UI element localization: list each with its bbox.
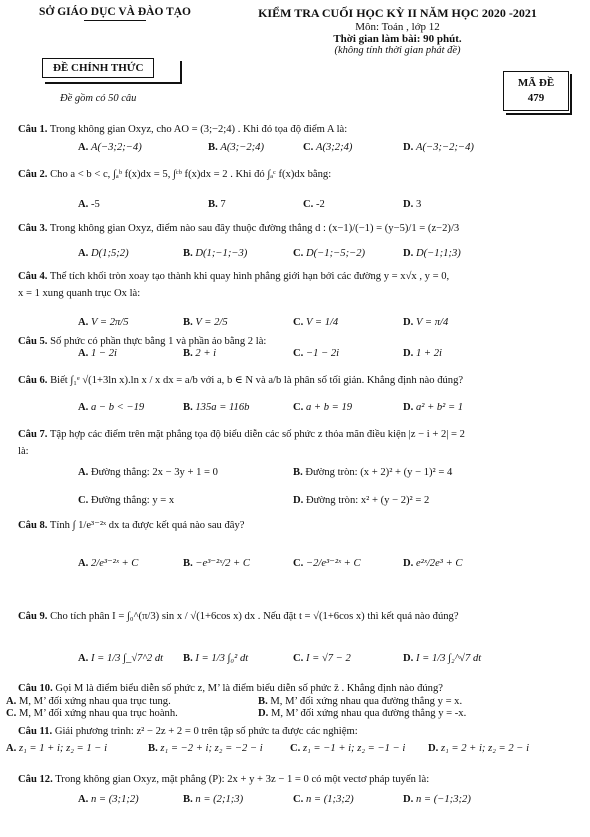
option-text: -5: [90, 199, 100, 210]
question-text: Trong không gian Oxyz, điểm nào sau đây thuộc đường thẳng d : (x−1)/(−1) = (y−5)/1 = (z−2)/3: [49, 223, 460, 234]
option-label: B.: [183, 558, 193, 569]
exam-code-box: [503, 71, 569, 111]
question-5: [18, 335, 578, 359]
question-text-continued: là:: [18, 446, 29, 457]
question-3: [18, 222, 578, 259]
question-7: [18, 428, 578, 506]
option-label: D.: [403, 653, 414, 664]
option-text: 135a = 116b: [195, 402, 250, 413]
question-11: [6, 725, 578, 754]
option-text: V = 1/4: [305, 317, 339, 328]
option-label: A.: [78, 653, 89, 664]
option-text: M, M’ đối xứng nhau qua trục hoành.: [18, 708, 178, 719]
option-text: -2: [315, 199, 325, 210]
question-label: Câu 8.: [18, 520, 48, 531]
option-text: D(1;5;2): [90, 248, 129, 259]
option-label: A.: [78, 402, 89, 413]
question-8: [18, 519, 578, 569]
option-text: I = √7 − 2: [305, 653, 351, 664]
option-label: B.: [183, 794, 193, 805]
option-label: B.: [208, 142, 218, 153]
option-label: B.: [208, 199, 218, 210]
option-label: D.: [403, 199, 414, 210]
question-label: Câu 6.: [18, 375, 48, 386]
question-2: [18, 168, 578, 210]
question-label: Câu 10.: [18, 683, 53, 694]
time-line: Thời gian làm bài: 90 phút.: [333, 33, 462, 45]
option-label: A.: [78, 199, 89, 210]
option-label: C.: [290, 743, 301, 754]
department-name: SỞ GIÁO DỤC VÀ ĐÀO TẠO: [39, 6, 191, 18]
option-text: 1 − 2i: [90, 348, 117, 359]
option-label: D.: [403, 348, 414, 359]
option-text: I = 1/3 ∫₂^√7 dt: [415, 653, 482, 664]
option-text: M, M’ đối xứng nhau qua trục tung.: [18, 696, 171, 707]
option-text: V = 2/5: [195, 317, 228, 328]
question-text: Biết ∫₁ᵉ √(1+3ln x).ln x / x dx = a/b với a, b ∈ N và a/b là phân số tối giản. Khẳng định nào đúng?: [50, 375, 464, 386]
option-text: Đường tròn: x² + (y − 2)² = 2: [305, 495, 430, 506]
option-label: D.: [403, 142, 414, 153]
question-label: Câu 3.: [18, 223, 48, 234]
question-text: Trong không gian Oxyz, cho AO = (3;−2;4) . Khi đó tọa độ điểm A là:: [49, 124, 348, 135]
question-count-note: Đề gồm có 50 câu: [60, 93, 137, 104]
option-text: Đường thẳng: y = x: [90, 495, 175, 506]
option-label: B.: [183, 348, 193, 359]
option-text: D(−1;−5;−2): [305, 248, 366, 259]
option-label: B.: [293, 467, 303, 478]
exam-code-value: 479: [527, 92, 545, 104]
option-text: D(−1;1;3): [415, 248, 461, 259]
option-text: n = (1;3;2): [305, 794, 354, 805]
option-text: −2/e³⁻²ˣ + C: [305, 558, 361, 569]
question-label: Câu 7.: [18, 429, 48, 440]
option-text: a + b = 19: [305, 402, 353, 413]
option-text: V = 2π/5: [90, 317, 129, 328]
option-label: B.: [148, 743, 158, 754]
question-12: [18, 773, 578, 805]
option-text: z₁ = −2 + i; z₂ = −2 − i: [160, 743, 263, 754]
option-label: D.: [428, 743, 439, 754]
question-10: [6, 682, 578, 719]
department-underline: [84, 20, 146, 21]
option-label: C.: [78, 495, 89, 506]
option-text: a² + b² = 1: [415, 402, 464, 413]
option-label: D.: [403, 794, 414, 805]
option-label: A.: [78, 794, 89, 805]
question-text: Cho a < b < c, ∫ₐᵇ f(x)dx = 5, ∫ᶜᵇ f(x)dx = 2 . Khi đó ∫ₐᶜ f(x)dx bằng:: [50, 169, 332, 180]
option-label: C.: [293, 558, 304, 569]
option-text: A(−3;−2;−4): [415, 142, 474, 153]
option-label: C.: [293, 248, 304, 259]
option-label: D.: [293, 495, 304, 506]
option-label: B.: [183, 248, 193, 259]
option-text: z₁ = −1 + i; z₂ = −1 − i: [302, 743, 406, 754]
option-text: n = (−1;3;2): [415, 794, 471, 805]
question-text: Trong không gian Oxyz, mặt phẳng (P): 2x + y + 3z − 1 = 0 có một vectơ pháp tuyến là:: [55, 774, 430, 785]
option-text: 2 + i: [195, 348, 217, 359]
option-text: n = (2;1;3): [195, 794, 244, 805]
question-text: Gọi M là điểm biểu diễn số phức z, M’ là điểm biểu diễn số phức z̄ . Khẳng định nào đúng?: [55, 683, 443, 694]
option-label: C.: [6, 708, 17, 719]
option-label: A.: [78, 348, 89, 359]
question-label: Câu 4.: [18, 271, 48, 282]
option-label: C.: [293, 794, 304, 805]
question-9: [18, 610, 578, 664]
option-label: A.: [78, 248, 89, 259]
exam-title: KIỂM TRA CUỐI HỌC KỲ II NĂM HỌC 2020 -2021: [258, 6, 537, 20]
option-text: Đường thẳng: 2x − 3y + 1 = 0: [90, 467, 218, 478]
question-text: Cho tích phân I = ∫₀^(π/3) sin x / √(1+6cos x) dx . Nếu đặt t = √(1+6cos x) thì kết quả nào đúng?: [50, 611, 459, 622]
option-text: 3: [415, 199, 422, 210]
option-text: M, M’ đối xứng nhau qua đường thẳng y = -x.: [270, 708, 467, 719]
time-note: (không tính thời gian phát đề): [334, 45, 461, 56]
option-label: D.: [403, 558, 414, 569]
option-text: n = (3;1;2): [90, 794, 139, 805]
option-text: z₁ = 1 + i; z₂ = 1 − i: [18, 743, 108, 754]
option-label: A.: [78, 142, 89, 153]
official-stamp: ĐỀ CHÍNH THỨC: [42, 58, 154, 78]
option-label: B.: [183, 317, 193, 328]
question-4: [18, 270, 578, 328]
option-label: B.: [183, 653, 193, 664]
header-right: [225, 6, 570, 56]
option-text: −1 − 2i: [305, 348, 340, 359]
option-text: A(3;2;4): [315, 142, 353, 153]
header-left: [20, 6, 210, 21]
option-text: −e³⁻²ˣ/2 + C: [195, 558, 250, 569]
question-label: Câu 5.: [18, 336, 48, 347]
option-text: 1 + 2i: [415, 348, 442, 359]
question-label: Câu 12.: [18, 774, 53, 785]
option-label: B.: [258, 696, 268, 707]
option-label: D.: [403, 402, 414, 413]
option-text: I = 1/3 ∫_√7^2 dt: [90, 653, 164, 664]
question-text: Tính ∫ 1/e³⁻²ˣ dx ta được kết quả nào sau đây?: [49, 520, 245, 531]
exam-code-label: MÃ ĐỀ: [517, 77, 555, 89]
option-label: C.: [293, 402, 304, 413]
option-text: A(−3;2;−4): [90, 142, 142, 153]
question-6: [18, 374, 578, 413]
option-label: A.: [6, 696, 17, 707]
option-text: I = 1/3 ∫₀² dt: [195, 653, 249, 664]
option-label: C.: [303, 199, 314, 210]
option-text: 2/e³⁻²ˣ + C: [90, 558, 139, 569]
question-label: Câu 1.: [18, 124, 48, 135]
option-text: D(1;−1;−3): [195, 248, 248, 259]
option-label: A.: [78, 317, 89, 328]
question-label: Câu 9.: [18, 611, 48, 622]
option-label: D.: [258, 708, 269, 719]
option-label: D.: [403, 248, 414, 259]
question-text-continued: x = 1 xung quanh trục Ox là:: [18, 288, 141, 299]
question-text: Số phức có phần thực bằng 1 và phần ảo bằng 2 là:: [50, 336, 267, 347]
option-label: B.: [183, 402, 193, 413]
question-label: Câu 11.: [18, 726, 53, 737]
option-label: D.: [403, 317, 414, 328]
question-1: [18, 123, 578, 153]
question-text: Tập hợp các điểm trên mặt phẳng tọa độ biểu diễn các số phức z thỏa mãn điều kiện |z − i + 2| = 2: [49, 429, 465, 440]
option-text: 7: [220, 199, 226, 210]
option-text: A(3;−2;4): [220, 142, 264, 153]
question-text: Giải phương trình: z² − 2z + 2 = 0 trên tập số phức ta được các nghiệm:: [54, 726, 358, 737]
question-label: Câu 2.: [18, 169, 48, 180]
question-text: Thể tích khối tròn xoay tạo thành khi quay hình phẳng giới hạn bởi các đường y = x√x , y = 0,: [49, 271, 450, 282]
option-text: e²ˣ/2e³ + C: [415, 558, 463, 569]
option-text: V = π/4: [415, 317, 449, 328]
subject-line: Môn: Toán , lớp 12: [355, 21, 440, 33]
option-text: z₁ = 2 + i; z₂ = 2 − i: [440, 743, 530, 754]
option-label: A.: [78, 467, 89, 478]
option-label: C.: [293, 348, 304, 359]
option-text: M, M’ đối xứng nhau qua đường thẳng y = x.: [270, 696, 463, 707]
option-label: C.: [293, 653, 304, 664]
option-label: C.: [303, 142, 314, 153]
option-label: A.: [6, 743, 17, 754]
option-text: a − b < −19: [90, 402, 145, 413]
option-label: C.: [293, 317, 304, 328]
option-text: Đường tròn: (x + 2)² + (y − 1)² = 4: [305, 467, 453, 478]
option-label: A.: [78, 558, 89, 569]
